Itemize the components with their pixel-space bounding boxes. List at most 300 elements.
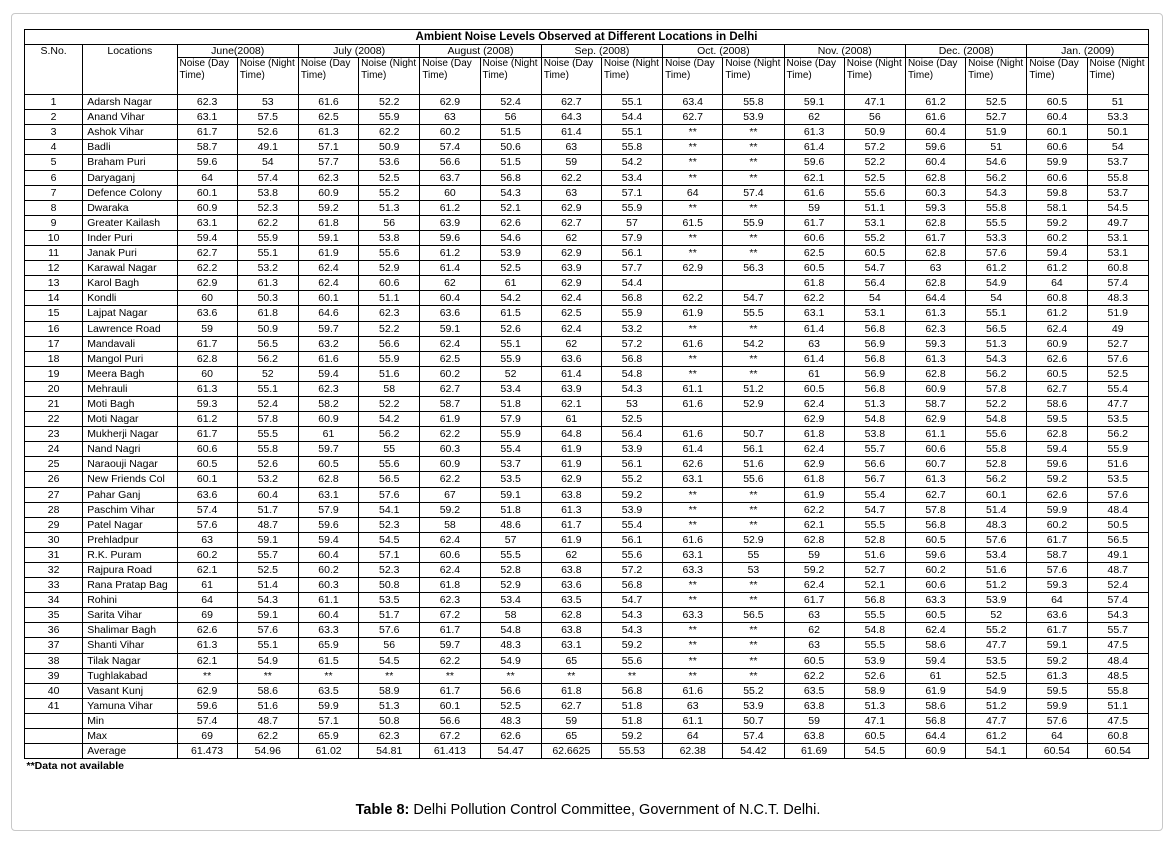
value-cell: 61.2 [420,246,480,261]
value-cell: 55.5 [844,517,905,532]
value-cell: 62.7 [177,246,237,261]
value-cell: 52.7 [966,110,1027,125]
value-cell: 58.6 [1027,396,1087,411]
value-cell: 48.3 [966,517,1027,532]
value-cell: 61.4 [784,140,844,155]
value-cell: 64.8 [541,427,601,442]
value-cell: 60.5 [1027,95,1087,110]
value-cell: 56.1 [723,442,784,457]
value-cell: 50.9 [359,140,420,155]
location-cell: Shalimar Bagh [83,623,177,638]
value-cell: 52.7 [1087,336,1148,351]
summary-value: 48.3 [480,713,541,728]
summary-value: 57.6 [1027,713,1087,728]
value-cell: 57.9 [601,230,662,245]
value-cell: 54.3 [1087,608,1148,623]
summary-value: 48.7 [237,713,298,728]
value-cell: 61.9 [541,457,601,472]
value-cell: 56.6 [420,155,480,170]
table-row [25,306,1149,321]
value-cell: 55.9 [359,351,420,366]
value-cell: 62.8 [1027,427,1087,442]
value-cell: 63 [905,261,965,276]
value-cell: 59.2 [420,502,480,517]
value-cell: 62.4 [298,261,358,276]
summary-value: 50.8 [359,713,420,728]
summary-value: 59 [784,713,844,728]
value-cell: 62.1 [784,517,844,532]
location-cell: Vasant Kunj [83,683,177,698]
value-cell: 63.9 [541,381,601,396]
value-cell: 62.4 [784,396,844,411]
value-cell: 63.1 [298,487,358,502]
value-cell: 56.8 [844,381,905,396]
value-cell: 62.9 [905,412,965,427]
sno-cell: 38 [25,653,83,668]
value-cell: 52 [237,366,298,381]
value-cell: 60.7 [905,457,965,472]
value-cell: 56.3 [723,261,784,276]
day-noise-header: Noise (Day Time) [784,58,844,95]
value-cell: ** [663,668,723,683]
value-cell: 56.9 [844,366,905,381]
value-cell: 62.6 [1027,487,1087,502]
value-cell: 62.6 [480,215,541,230]
night-noise-header: Noise (Night Time) [844,58,905,95]
value-cell: 52.5 [844,170,905,185]
value-cell: 51.5 [480,155,541,170]
value-cell: 61 [298,427,358,442]
value-cell: ** [663,140,723,155]
value-cell: 59.6 [905,140,965,155]
value-cell: 56.5 [966,321,1027,336]
value-cell: 54.6 [480,230,541,245]
sno-cell: 4 [25,140,83,155]
value-cell: 63.9 [420,215,480,230]
value-cell: 60.5 [844,246,905,261]
value-cell: 51.3 [966,336,1027,351]
value-cell: 61.7 [784,215,844,230]
month-header: June(2008) [177,45,298,58]
table-row [25,442,1149,457]
value-cell: 51.7 [237,502,298,517]
value-cell: 59.9 [1027,155,1087,170]
value-cell: 62.7 [541,698,601,713]
value-cell: 48.6 [480,517,541,532]
value-cell: 54.2 [601,155,662,170]
value-cell: 63.3 [663,608,723,623]
value-cell: 53.8 [359,230,420,245]
sno-cell: 23 [25,427,83,442]
value-cell: 51.7 [359,608,420,623]
value-cell: 61.7 [1027,532,1087,547]
value-cell: 54.8 [480,623,541,638]
value-cell: 55.7 [844,442,905,457]
value-cell: 53.4 [601,170,662,185]
value-cell: 59.6 [177,155,237,170]
value-cell: 61.2 [177,412,237,427]
value-cell: 51.3 [844,698,905,713]
value-cell: 54.4 [601,276,662,291]
value-cell: 65 [541,653,601,668]
value-cell: 59.9 [1027,502,1087,517]
value-cell: 58.2 [298,396,358,411]
location-cell: Moti Bagh [83,396,177,411]
value-cell: 63.4 [663,95,723,110]
value-cell: 60 [177,366,237,381]
value-cell: 60.5 [177,457,237,472]
sno-cell: 24 [25,442,83,457]
value-cell: 57.4 [177,502,237,517]
sno-cell: 18 [25,351,83,366]
value-cell: 62.1 [784,170,844,185]
value-cell: 57.8 [966,381,1027,396]
location-cell: Shanti Vihar [83,638,177,653]
value-cell: 60.5 [784,653,844,668]
value-cell: ** [723,200,784,215]
night-noise-header: Noise (Night Time) [1087,58,1148,95]
value-cell: 62 [420,276,480,291]
value-cell: 50.3 [237,291,298,306]
table-title: Ambient Noise Levels Observed at Different Locations in Delhi [25,30,1149,45]
value-cell: 55.4 [844,487,905,502]
value-cell: 60.6 [420,547,480,562]
summary-row [25,744,1149,759]
value-cell: 51.8 [480,396,541,411]
value-cell: 53 [237,95,298,110]
value-cell: 61.7 [1027,623,1087,638]
value-cell: 59.3 [1027,578,1087,593]
value-cell: 53.9 [723,110,784,125]
value-cell: 62.3 [298,170,358,185]
summary-value: 65.9 [298,729,358,744]
value-cell: 63.5 [298,683,358,698]
value-cell: 52.6 [480,321,541,336]
value-cell: 53.5 [1087,412,1148,427]
location-cell: Meera Bagh [83,366,177,381]
value-cell: 61.8 [784,472,844,487]
summary-row [25,713,1149,728]
value-cell: 56.5 [237,336,298,351]
value-cell: 61.6 [663,396,723,411]
value-cell: 63.6 [541,578,601,593]
value-cell: 53.2 [237,472,298,487]
value-cell: 56.2 [359,427,420,442]
value-cell: 63.5 [541,593,601,608]
night-noise-header: Noise (Night Time) [359,58,420,95]
value-cell: ** [663,246,723,261]
value-cell: 57.4 [420,140,480,155]
value-cell: 59.9 [1027,698,1087,713]
value-cell: 62.4 [541,291,601,306]
value-cell: 60.5 [784,261,844,276]
value-cell: 61.8 [237,306,298,321]
value-cell: ** [723,502,784,517]
value-cell [663,276,723,291]
value-cell: 62.4 [298,276,358,291]
value-cell: 56.6 [359,336,420,351]
value-cell: 52.8 [844,532,905,547]
value-cell: 60.2 [420,125,480,140]
value-cell: 51.2 [723,381,784,396]
value-cell: 52.9 [480,578,541,593]
value-cell: 63.1 [784,306,844,321]
value-cell: 62.9 [663,261,723,276]
night-noise-header: Noise (Night Time) [480,58,541,95]
value-cell: 57.6 [237,623,298,638]
value-cell: 51.3 [359,200,420,215]
location-cell: Tilak Nagar [83,653,177,668]
value-cell: 55.9 [480,427,541,442]
location-cell: Pahar Ganj [83,487,177,502]
value-cell: ** [663,366,723,381]
value-cell: 60.3 [420,442,480,457]
value-cell: ** [723,155,784,170]
value-cell: 56.8 [905,517,965,532]
value-cell: 62.9 [541,246,601,261]
value-cell: 52.1 [480,200,541,215]
value-cell: 54.3 [601,608,662,623]
value-cell: 57.8 [237,412,298,427]
value-cell: 69 [177,608,237,623]
location-cell: Paschim Vihar [83,502,177,517]
value-cell: ** [723,351,784,366]
value-cell: 51.2 [966,698,1027,713]
location-cell: Rohini [83,593,177,608]
value-cell: 53.5 [480,472,541,487]
value-cell: 60.4 [237,487,298,502]
value-cell: 60.4 [420,291,480,306]
value-cell: 61.2 [905,95,965,110]
value-cell: 54.3 [601,381,662,396]
sno-cell: 16 [25,321,83,336]
value-cell: 61.4 [541,366,601,381]
value-cell: 60.2 [298,563,358,578]
value-cell: 60.4 [298,608,358,623]
summary-value: 54.5 [844,744,905,759]
value-cell: 56.2 [966,366,1027,381]
value-cell: 48.4 [1087,502,1148,517]
value-cell: 48.3 [1087,291,1148,306]
value-cell: 57.7 [298,155,358,170]
value-cell: 62.8 [298,472,358,487]
value-cell: 55.1 [601,125,662,140]
value-cell: ** [723,623,784,638]
summary-value: 64 [663,729,723,744]
value-cell: 63 [541,140,601,155]
summary-value: 61.02 [298,744,358,759]
value-cell: 63.1 [177,215,237,230]
value-cell: 51.4 [237,578,298,593]
value-cell: 52.8 [966,457,1027,472]
value-cell: 61.9 [663,306,723,321]
value-cell: 63 [784,608,844,623]
value-cell: 59.4 [298,532,358,547]
value-cell: 54.5 [359,653,420,668]
value-cell: ** [480,668,541,683]
value-cell: 52.3 [359,563,420,578]
value-cell: 55.1 [237,638,298,653]
location-cell: Mehrauli [83,381,177,396]
value-cell: 53.7 [1087,185,1148,200]
value-cell: 64.4 [905,291,965,306]
location-cell: Badli [83,140,177,155]
value-cell: 62.9 [177,683,237,698]
value-cell: 63.8 [784,698,844,713]
value-cell: 53.1 [1087,230,1148,245]
sno-cell: 26 [25,472,83,487]
value-cell: 54.7 [601,593,662,608]
value-cell: 53.4 [480,593,541,608]
value-cell: 62.8 [541,608,601,623]
value-cell: 55.4 [601,517,662,532]
value-cell: 51.3 [359,698,420,713]
value-cell: 54.7 [844,502,905,517]
value-cell: 61.2 [966,261,1027,276]
summary-value: 60.54 [1087,744,1148,759]
value-cell: 63.3 [663,563,723,578]
value-cell: 51.3 [844,396,905,411]
month-header: August (2008) [420,45,541,58]
value-cell: ** [663,593,723,608]
sno-cell: 20 [25,381,83,396]
value-cell: 52.9 [723,532,784,547]
value-cell: 52.7 [844,563,905,578]
value-cell: 53.5 [359,593,420,608]
value-cell: 59.5 [1027,683,1087,698]
value-cell: ** [663,170,723,185]
value-cell: 60.9 [905,381,965,396]
value-cell: 61.9 [420,412,480,427]
value-cell: 55.7 [1087,623,1148,638]
value-cell: 56.6 [480,683,541,698]
value-cell: 61.9 [541,532,601,547]
value-cell: 61.2 [1027,306,1087,321]
value-cell: 62.3 [905,321,965,336]
value-cell: 61.7 [420,623,480,638]
footnote: **Data not available [25,759,1149,774]
value-cell: 49.1 [237,140,298,155]
summary-spacer [25,729,83,744]
summary-row [25,729,1149,744]
value-cell: 63.2 [298,336,358,351]
value-cell: 55.9 [359,110,420,125]
value-cell: 60.1 [298,291,358,306]
value-cell: 54.3 [601,623,662,638]
value-cell: 62.2 [420,653,480,668]
value-cell: 61.3 [905,472,965,487]
value-cell: 62.7 [663,110,723,125]
table-row [25,653,1149,668]
value-cell: 56.8 [601,291,662,306]
value-cell: ** [177,668,237,683]
value-cell: 51.8 [480,502,541,517]
value-cell: 55.8 [1087,170,1148,185]
value-cell: ** [663,653,723,668]
value-cell: 52.6 [237,457,298,472]
value-cell: 49 [1087,321,1148,336]
value-cell: 62.4 [420,336,480,351]
value-cell: 56.5 [1087,532,1148,547]
value-cell: 60.5 [905,608,965,623]
value-cell: 59.9 [298,698,358,713]
value-cell: 63 [177,532,237,547]
sno-cell: 15 [25,306,83,321]
value-cell: 60.6 [905,578,965,593]
value-cell: 60.6 [1027,170,1087,185]
value-cell: 61.8 [784,276,844,291]
table-row [25,563,1149,578]
value-cell: 62.9 [541,472,601,487]
table-container [24,29,1149,773]
value-cell: 58.6 [905,698,965,713]
value-cell: 55.9 [601,306,662,321]
value-cell: 61.3 [1027,668,1087,683]
value-cell: 59 [177,321,237,336]
value-cell: 60.3 [298,578,358,593]
value-cell: 50.5 [1087,517,1148,532]
value-cell: 55.8 [1087,683,1148,698]
value-cell: 59.2 [1027,653,1087,668]
value-cell: 59.2 [784,563,844,578]
value-cell: 61 [177,578,237,593]
value-cell: 59.1 [237,608,298,623]
summary-value: 60.9 [905,744,965,759]
value-cell: 51.1 [1087,698,1148,713]
table-row [25,185,1149,200]
value-cell: 60.1 [177,472,237,487]
value-cell: 60.2 [177,547,237,562]
value-cell: 55.9 [237,230,298,245]
day-noise-header: Noise (Day Time) [541,58,601,95]
value-cell: 61.9 [298,246,358,261]
value-cell: 61.6 [905,110,965,125]
value-cell: 64 [1027,276,1087,291]
value-cell: 50.1 [1087,125,1148,140]
value-cell: 57.4 [1087,276,1148,291]
value-cell: 55.5 [723,306,784,321]
summary-value: 57.4 [177,713,237,728]
value-cell: 53.1 [844,215,905,230]
value-cell: 51.8 [601,698,662,713]
value-cell: 62.1 [177,563,237,578]
value-cell: 54.8 [601,366,662,381]
value-cell: 56 [359,638,420,653]
value-cell: 63 [784,638,844,653]
value-cell: 62.8 [905,366,965,381]
value-cell: 54.7 [844,261,905,276]
value-cell: 61.5 [663,215,723,230]
value-cell: 57.4 [237,170,298,185]
value-cell: 56.7 [844,472,905,487]
value-cell: ** [723,653,784,668]
value-cell: 53.9 [601,502,662,517]
value-cell: 61.7 [177,427,237,442]
value-cell: 48.7 [237,517,298,532]
value-cell: 52.6 [844,668,905,683]
value-cell: 61.4 [663,442,723,457]
footnote-row [25,759,1149,774]
table-row [25,698,1149,713]
table-title-row [25,30,1149,45]
value-cell: 60.5 [298,457,358,472]
value-cell: 47.5 [1087,638,1148,653]
day-noise-header: Noise (Day Time) [298,58,358,95]
value-cell: 62.2 [237,215,298,230]
table-row [25,381,1149,396]
value-cell: 52.5 [1087,366,1148,381]
value-cell: 60.8 [1027,291,1087,306]
